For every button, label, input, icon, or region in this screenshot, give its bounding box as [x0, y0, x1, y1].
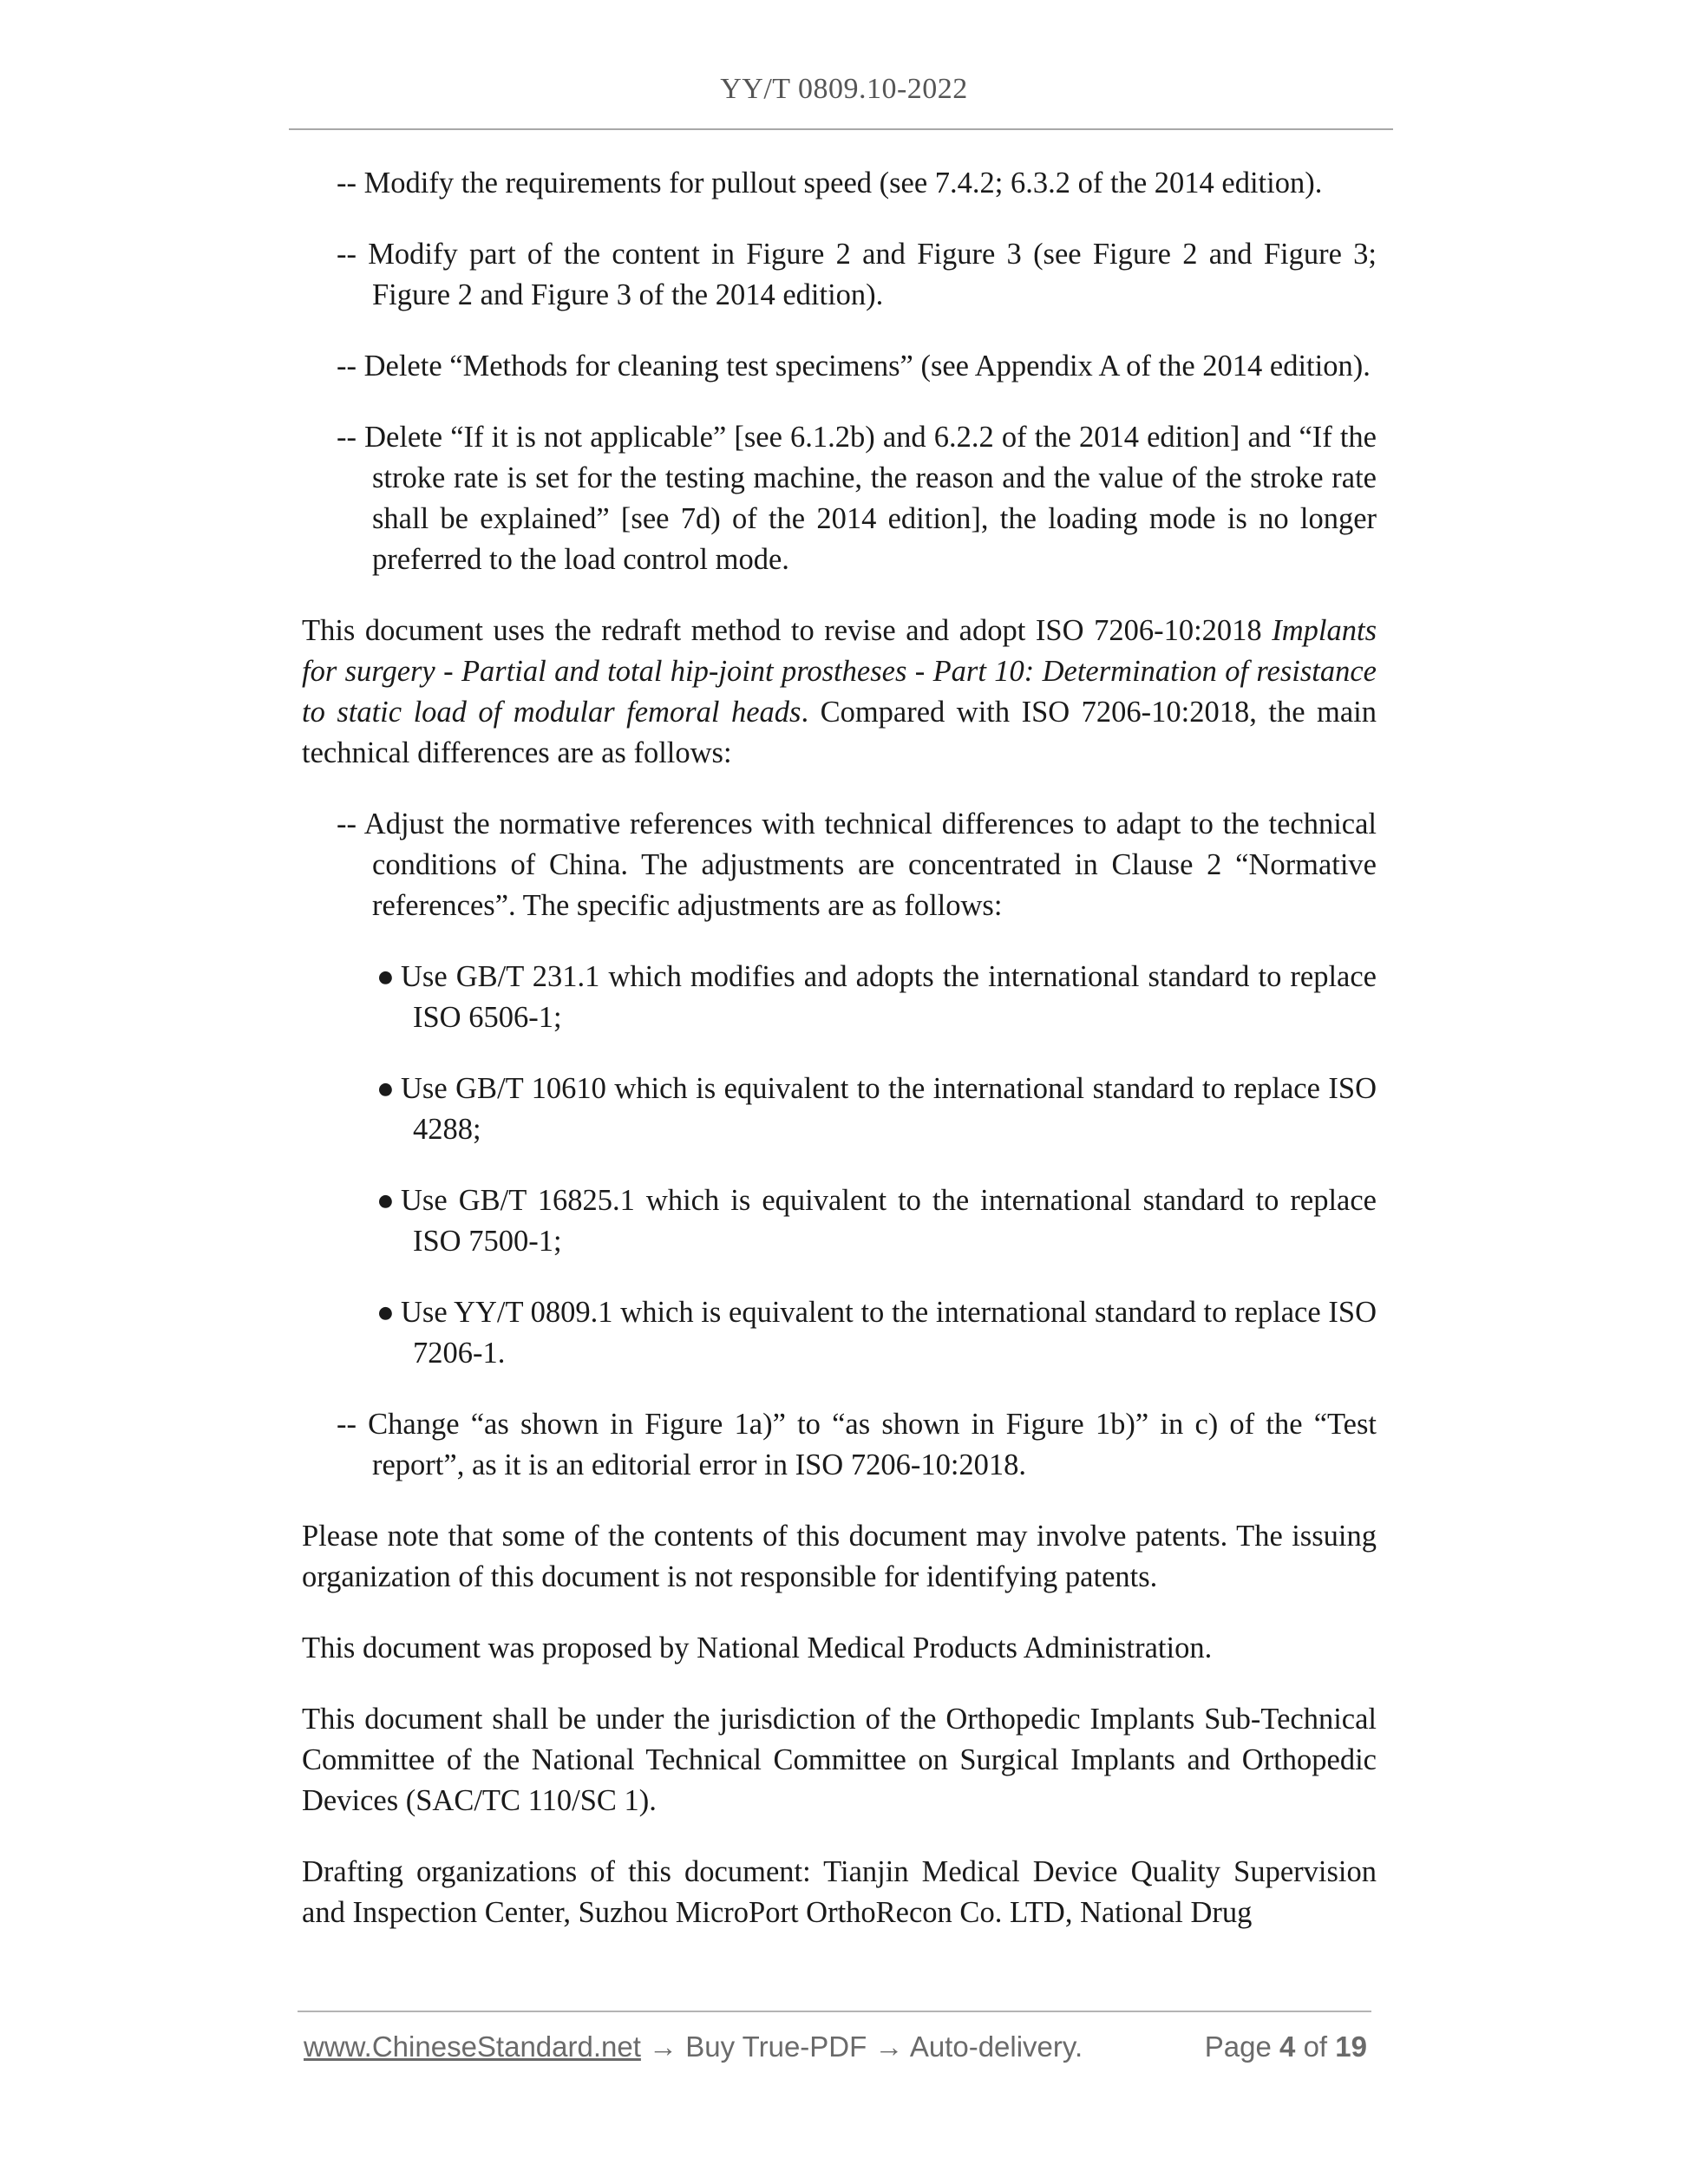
document-body	[302, 163, 1377, 1964]
paragraph-patents	[302, 1516, 1377, 1598]
list-item-dash	[337, 163, 1377, 204]
paragraph-text: Drafting organizations of this document: Tianjin Medical Device Quality Supervision and Inspection Center, Suzhou MicroPort OrthoRecon Co. LTD, National Drug	[302, 1855, 1377, 1929]
standard-title-italic: Implants for surgery - Partial and total hip-joint prostheses - Part 10: Determination of resistance to static load of modular femoral heads	[302, 614, 1377, 729]
paragraph-text: This document shall be under the jurisdiction of the Orthopedic Implants Sub-Technical Committee of the National Technical Committee on Surgical Implants and Orthopedic Devices (SAC/TC 110/SC 1).	[302, 1703, 1377, 1817]
page-label: Page	[1204, 2030, 1272, 2063]
list-item-dash	[337, 234, 1377, 316]
item-text: -- Delete “Methods for cleaning test specimens” (see Appendix A of the 2014 edition).	[337, 350, 1371, 383]
paragraph-jurisdiction	[302, 1699, 1377, 1821]
paragraph-text: This document was proposed by National Medical Products Administration.	[302, 1631, 1213, 1664]
item-text: -- Modify part of the content in Figure 2 and Figure 3 (see Figure 2 and Figure 3; Figure 2 and Figure 3 of the 2014 edition).	[337, 238, 1377, 311]
current-page-number: 4	[1279, 2030, 1296, 2063]
list-item-bullet	[376, 957, 1377, 1038]
item-text: Use YY/T 0809.1 which is equivalent to the international standard to replace ISO 7206-1.	[401, 1296, 1377, 1370]
paragraph-text: This document uses the redraft method to revise and adopt ISO 7206-10:2018	[302, 614, 1273, 647]
paragraph-text: Please note that some of the contents of this document may involve patents. The issuing organization of this document is not responsible for identifying patents.	[302, 1520, 1377, 1593]
bullet-icon: ●	[376, 1072, 395, 1105]
list-item-dash	[337, 1404, 1377, 1486]
paragraph-text: . Compared with ISO 7206-10:2018, the main technical differences are as follows:	[302, 696, 1377, 769]
list-item-dash	[337, 346, 1377, 387]
item-text: -- Adjust the normative references with technical differences to adapt to the technical conditions of China. The adjustments are concentrated in Clause 2 “Normative references”. The specific adjustments are as follows:	[337, 808, 1377, 922]
website-link[interactable]: www.ChineseStandard.net	[304, 2030, 641, 2063]
list-item-bullet	[376, 1069, 1377, 1150]
list-item-bullet	[376, 1292, 1377, 1374]
item-text: Use GB/T 16825.1 which is equivalent to the international standard to replace ISO 7500-1;	[401, 1184, 1377, 1258]
list-item-dash	[337, 804, 1377, 926]
page-header-title: YY/T 0809.10-2022	[720, 73, 968, 105]
paragraph-drafting-orgs	[302, 1852, 1377, 1933]
list-item-dash	[337, 417, 1377, 580]
header-divider	[289, 128, 1393, 130]
item-text: -- Change “as shown in Figure 1a)” to “as shown in Figure 1b)” in c) of the “Test report”, as it is an editorial error in ISO 7206-10:2018.	[337, 1408, 1377, 1481]
item-text: -- Modify the requirements for pullout speed (see 7.4.2; 6.3.2 of the 2014 edition).	[337, 167, 1323, 199]
item-text: Use GB/T 10610 which is equivalent to the international standard to replace ISO 4288;	[401, 1072, 1377, 1146]
bullet-icon: ●	[376, 960, 395, 993]
page-footer	[304, 2030, 1367, 2063]
of-label: of	[1303, 2030, 1328, 2063]
bullet-icon: ●	[376, 1184, 395, 1217]
list-item-bullet	[376, 1180, 1377, 1262]
footer-tagline: → Buy True-PDF → Auto-delivery.	[640, 2030, 1083, 2063]
page-indicator	[1205, 2030, 1367, 2063]
item-text: Use GB/T 231.1 which modifies and adopts the international standard to replace ISO 6506-1;	[401, 960, 1377, 1034]
bullet-icon: ●	[376, 1296, 395, 1329]
total-pages: 19	[1335, 2030, 1367, 2063]
paragraph-proposed-by	[302, 1628, 1377, 1669]
item-text: -- Delete “If it is not applicable” [see 6.1.2b) and 6.2.2 of the 2014 edition] and “If the stroke rate is set for the testing machine, the reason and the value of the stroke rate shall be explained” [see 7d) of the 2014 edition], the loading mode is no longer preferred to the load control mode.	[337, 421, 1377, 576]
paragraph-adoption	[302, 611, 1377, 774]
footer-divider	[298, 2011, 1371, 2012]
